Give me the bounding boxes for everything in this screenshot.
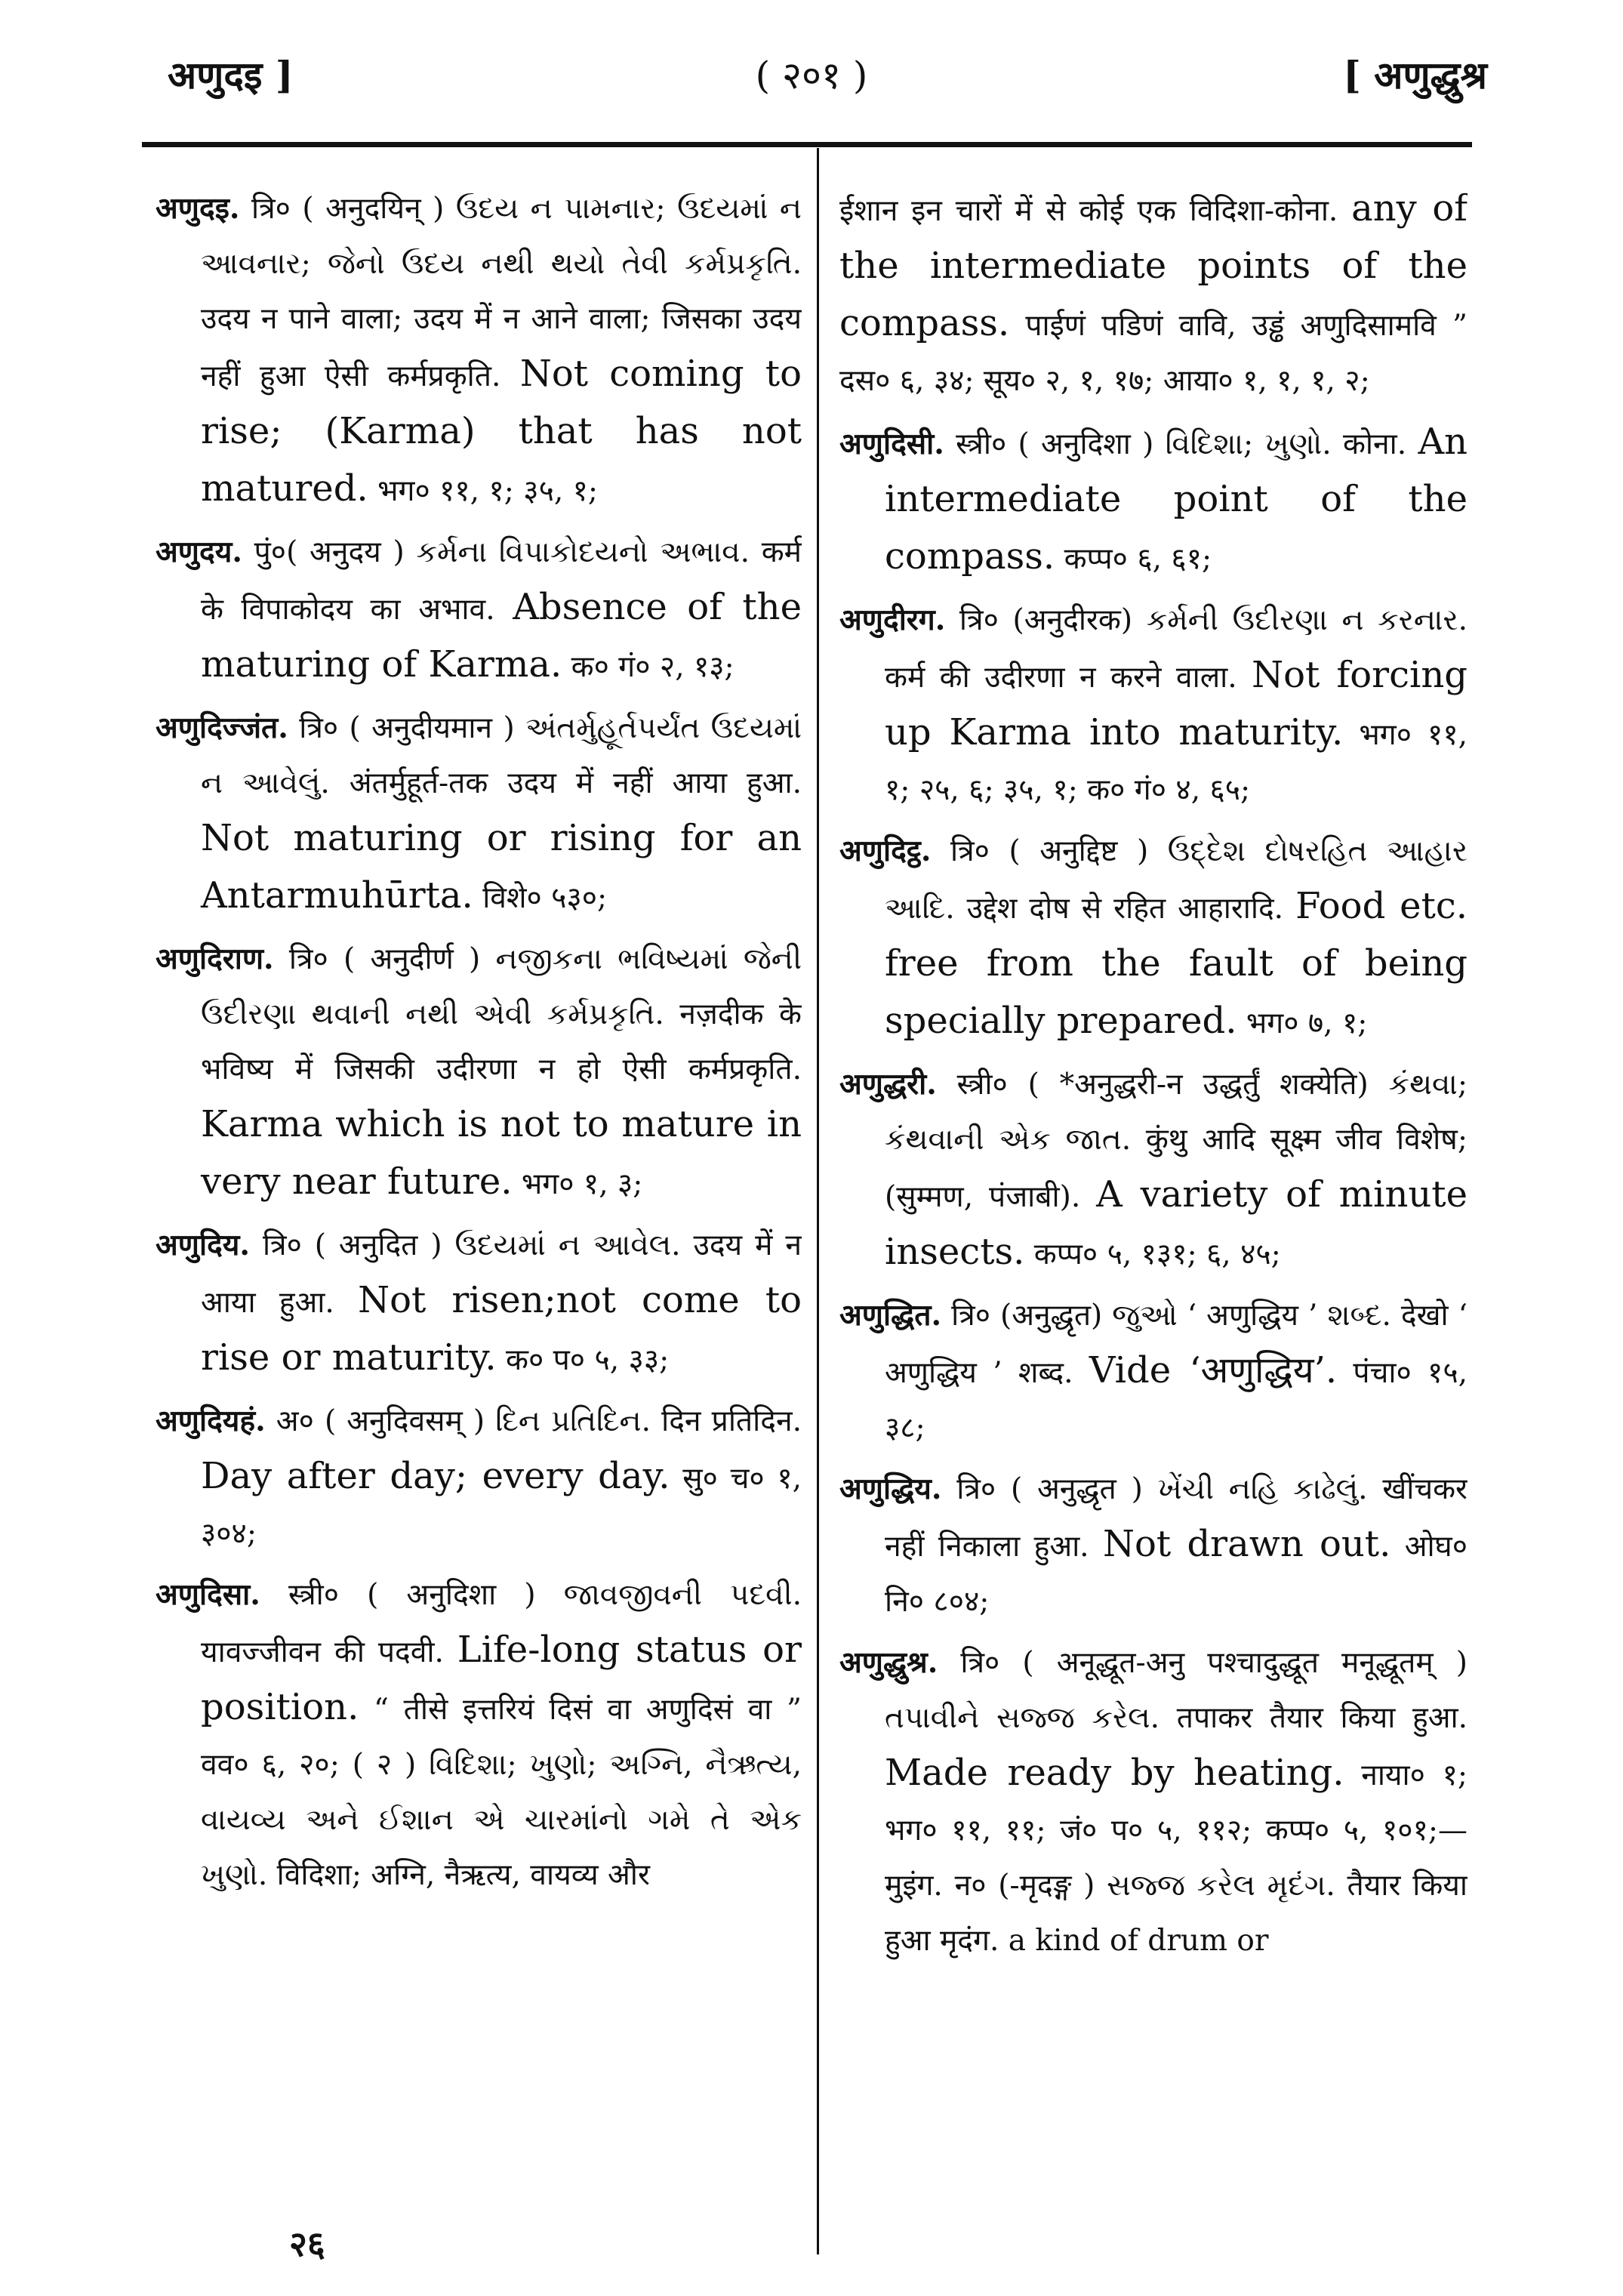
entry-grammar: त्रि० ( अनुदीयमान ) — [288, 711, 526, 745]
entry-hindi: कर्म की उदीरणा न करने वाला. — [885, 661, 1252, 695]
header-right-guide-word: [ अणुद्धुश्र — [1343, 53, 1487, 97]
dictionary-entry — [156, 1394, 802, 1561]
dictionary-entry — [156, 1567, 802, 1903]
entry-hindi: कुंथु आदि सूक्ष्म जीव विशेष; (सुम्मण, पंजाबी). — [885, 1123, 1467, 1214]
entry-english: Karma which is not to mature in very near future. — [201, 1103, 802, 1203]
signature-mark: २६ — [289, 2224, 325, 2264]
entry-gujarati: વિદિશા; ખુણો. — [1165, 427, 1343, 461]
entry-english: Not maturing or rising for an Antarmuhūrta. — [201, 817, 802, 917]
entry-english: Day after day; every day. — [201, 1455, 670, 1497]
entry-references: नाया० १; भग० ११, ११; जं० प० ५, ११२; कप्प० ५, १०१;—मुइंग. न० (-मृदङ्ग ) સજ્જ કરેલ મૃદંગ. तैयार किया हुआ मृदंग. a kind of drum or — [885, 1758, 1467, 1958]
dictionary-entry — [839, 1057, 1467, 1282]
entry-hindi: उदय में न आया हुआ. — [201, 1228, 802, 1320]
entry-headword: अणुदियहं. — [156, 1404, 266, 1438]
dictionary-entry — [839, 593, 1467, 818]
dictionary-entry — [839, 1462, 1467, 1629]
entry-hindi: खींचकर नहीं निकाला हुआ. — [885, 1472, 1467, 1564]
entry-grammar: त्रि० ( अनुदयिन् ) — [239, 192, 456, 226]
entry-gujarati: નજીકના ભવિષ્યમાં જેની ઉદીરણા થવાની નથી એવી કર્મપ્રકૃતિ. — [201, 942, 802, 1031]
entry-hindi: नज़दीक के भविष्य में जिसकी उदीरणा न हो ऐसी कर्मप्रकृति. — [201, 997, 802, 1086]
entry-gujarati: જુઓ ‘ अणुद्धिय ’ શબ્દ. — [1112, 1299, 1401, 1333]
entry-hindi: अंतर्मुहूर्त-तक उदय में नहीं आया हुआ. — [349, 766, 802, 800]
entry-gujarati: ખેંચી નહિ કાઢેલું. — [1157, 1472, 1383, 1506]
entry-hindi: कोना. — [1342, 427, 1418, 461]
entry-gujarati: અંતર્મુહૂર્તપર્યંત ઉદયમાં ન આવેલું. — [201, 711, 802, 800]
entry-references: विशे० ५३०; — [473, 881, 608, 915]
entry-english: Absence of the maturing of Karma. — [201, 586, 802, 686]
entry-grammar: स्त्री० ( *अनुद्धरी-न उद्धर्तुं शक्येति) — [936, 1068, 1389, 1102]
header-left-guide-word: अणुदइ ] — [168, 53, 294, 97]
dictionary-entry — [839, 1635, 1467, 1968]
entry-english: A variety of minute insects. — [885, 1173, 1467, 1273]
dictionary-entry — [156, 181, 802, 519]
entry-english: Life-long status or position. — [201, 1629, 802, 1728]
entry-grammar: पुं०( अनुदय ) — [242, 535, 417, 569]
entry-grammar: त्रि० ( अनुदित ) — [250, 1228, 455, 1262]
page-number: ( २०१ ) — [755, 54, 868, 97]
entry-english: Not drawn out. — [1102, 1523, 1391, 1565]
entry-grammar: स्त्री० ( अनुदिशा ) — [944, 427, 1166, 461]
entry-grammar: त्रि० (अनुदीरक) — [945, 603, 1147, 637]
entry-references: पाईणं पडिणं वावि, उड्ढं अणुदिसामवि ” दस० ६, ३४; सूय० २, १, १७; आया० १, १, १, २; — [839, 309, 1467, 398]
entry-grammar: स्त्री० ( अनुदिशा ) — [260, 1578, 564, 1612]
dictionary-entry — [156, 932, 802, 1212]
entry-hindi: उदय न पाने वाला; उदय में न आने वाला; जिसका उदय नहीं हुआ ऐसी कर्मप्रकृति. — [201, 302, 802, 393]
dictionary-entry — [156, 525, 802, 695]
entry-grammar: त्रि० (अनुद्धृत) — [941, 1299, 1113, 1333]
entry-references: ओघ० नि० ८०४; — [885, 1530, 1467, 1619]
entry-references: भग० १, ३; — [512, 1167, 643, 1201]
entry-references: क० प० ५, ३३; — [496, 1343, 670, 1377]
entry-headword: अणुद्धरी. — [839, 1067, 937, 1102]
entry-headword: अणुद्धित. — [839, 1298, 942, 1333]
entry-grammar: त्रि० ( अनुद्दिष्ट ) — [931, 834, 1168, 868]
entry-gujarati: ઉદયમાં ન આવેલ. — [454, 1228, 694, 1262]
dictionary-entry — [839, 824, 1467, 1051]
entry-gujarati: કર્મના વિપાકોદયનો અભાવ. — [416, 535, 762, 569]
column-divider — [817, 148, 819, 2254]
entry-headword: अणुदिसी. — [839, 427, 944, 461]
entry-headword: अणुदइ. — [156, 191, 240, 226]
entry-english: Not coming to rise; (Karma) that has not matured. — [201, 353, 802, 510]
entry-headword: अणुदीरग. — [839, 603, 946, 637]
entry-gujarati: ઉદય ન પામનાર; ઉદયમાં ન આવનાર; જેનો ઉદય નથી થયો તેવી કર્મપ્રકૃતિ. — [201, 192, 802, 281]
entry-headword: अणुदिज्जंत. — [156, 710, 288, 745]
entry-english: Vide ‘अणुद्धिय’. — [1089, 1349, 1338, 1391]
entry-gujarati: કંથવા; કંથવાની એક જાત. — [885, 1068, 1467, 1157]
entry-references: सु० च० १, ३०४; — [201, 1462, 802, 1551]
entry-hindi: ईशान इन चारों में से कोई एक विदिशा-कोना. — [839, 194, 1352, 228]
entry-hindi: तपाकर तैयार किया हुआ. — [1176, 1701, 1467, 1735]
entry-references: पंचा० १५, ३८; — [885, 1356, 1467, 1445]
entry-gujarati: કર્મની ઉદીરણા ન કરનાર. — [1146, 603, 1467, 637]
dictionary-entry — [839, 415, 1467, 587]
entry-headword: अणुद्धिय. — [839, 1472, 942, 1506]
entry-references: भग० ७, १; — [1236, 1006, 1368, 1040]
entry-english: any of the intermediate points of the compass. — [839, 187, 1467, 344]
entry-gujarati: દિન પ્રતિદિન. — [495, 1404, 662, 1438]
entry-grammar: त्रि० ( अनुद्धृत ) — [941, 1472, 1158, 1506]
entry-hindi: देखो ‘ अणुद्धिय ’ शब्द. — [885, 1299, 1467, 1390]
entry-headword: अणुदिय. — [156, 1228, 251, 1262]
entry-english: An intermediate point of the compass. — [885, 421, 1467, 578]
dictionary-entry — [839, 1288, 1467, 1456]
header-rule — [142, 142, 1472, 147]
entry-gujarati: જાવજીવની પદવી. — [563, 1578, 802, 1612]
entry-gujarati: ઉદ્દેશ દોષરહિત આહાર આદિ. — [885, 834, 1467, 926]
right-column — [839, 181, 1467, 2265]
entry-references: “ तीसे इत्तरियं दिसं वा अणुदिसं वा ” वव० ६, २०; ( २ ) વિદિશા; ખુણો; અગ્નિ, નૈઋત્ય, વાયવ્ય અને ઈશાન એ ચારમાંનો ગમે તે એક ખુણો. विदिशा; अग्नि, नैऋत्य, वायव्य और — [201, 1693, 802, 1892]
entry-references: भग० ११, १; ३५, १; — [368, 474, 599, 508]
entry-hindi: उद्देश दोष से रहित आहारादि. — [966, 892, 1296, 926]
entry-english: Made ready by heating. — [885, 1752, 1344, 1794]
entry-references: कप्प० ६, ६१; — [1055, 542, 1212, 576]
entry-grammar: अ० ( अनुदिवसम् ) — [265, 1404, 496, 1438]
entry-english: Not forcing up Karma into maturity. — [885, 654, 1467, 754]
entry-references: भग० ११, १; २५, ६; ३५, १; क० गं० ४, ६५; — [885, 718, 1467, 807]
left-column — [156, 181, 802, 2182]
entry-headword: अणुदिसा. — [156, 1577, 260, 1612]
entry-references: क० गं० २, १३; — [562, 650, 735, 684]
entry-grammar: त्रि० ( अनुदीर्ण ) — [273, 942, 496, 976]
entry-headword: अणुदिराण. — [156, 942, 274, 976]
entry-continuation — [839, 181, 1467, 408]
entry-headword: अणुदिट्ठ. — [839, 834, 932, 868]
entry-hindi: यावज्जीवन की पदवी. — [201, 1635, 457, 1669]
entry-references: कप्प० ५, १३१; ६, ४५; — [1024, 1237, 1281, 1271]
entry-headword: अणुद्धुश्र. — [839, 1645, 938, 1680]
entry-english: Not risen;not come to rise or maturity. — [201, 1279, 802, 1379]
entry-hindi: कर्म के विपाकोदय का अभाव. — [201, 535, 802, 627]
entry-gujarati: તપાવીને સજ્જ કરેલ. — [885, 1701, 1177, 1735]
dictionary-entry — [156, 1218, 802, 1388]
entry-grammar: त्रि० ( अनूद्धूत-अनु पश्चादुद्धूत मनूद्धूतम् ) — [938, 1646, 1467, 1680]
entry-headword: अणुदय. — [156, 535, 242, 569]
entry-hindi: दिन प्रतिदिन. — [661, 1404, 802, 1438]
entry-english: Food etc. free from the fault of being specially prepared. — [885, 885, 1467, 1042]
dictionary-entry — [156, 701, 802, 926]
